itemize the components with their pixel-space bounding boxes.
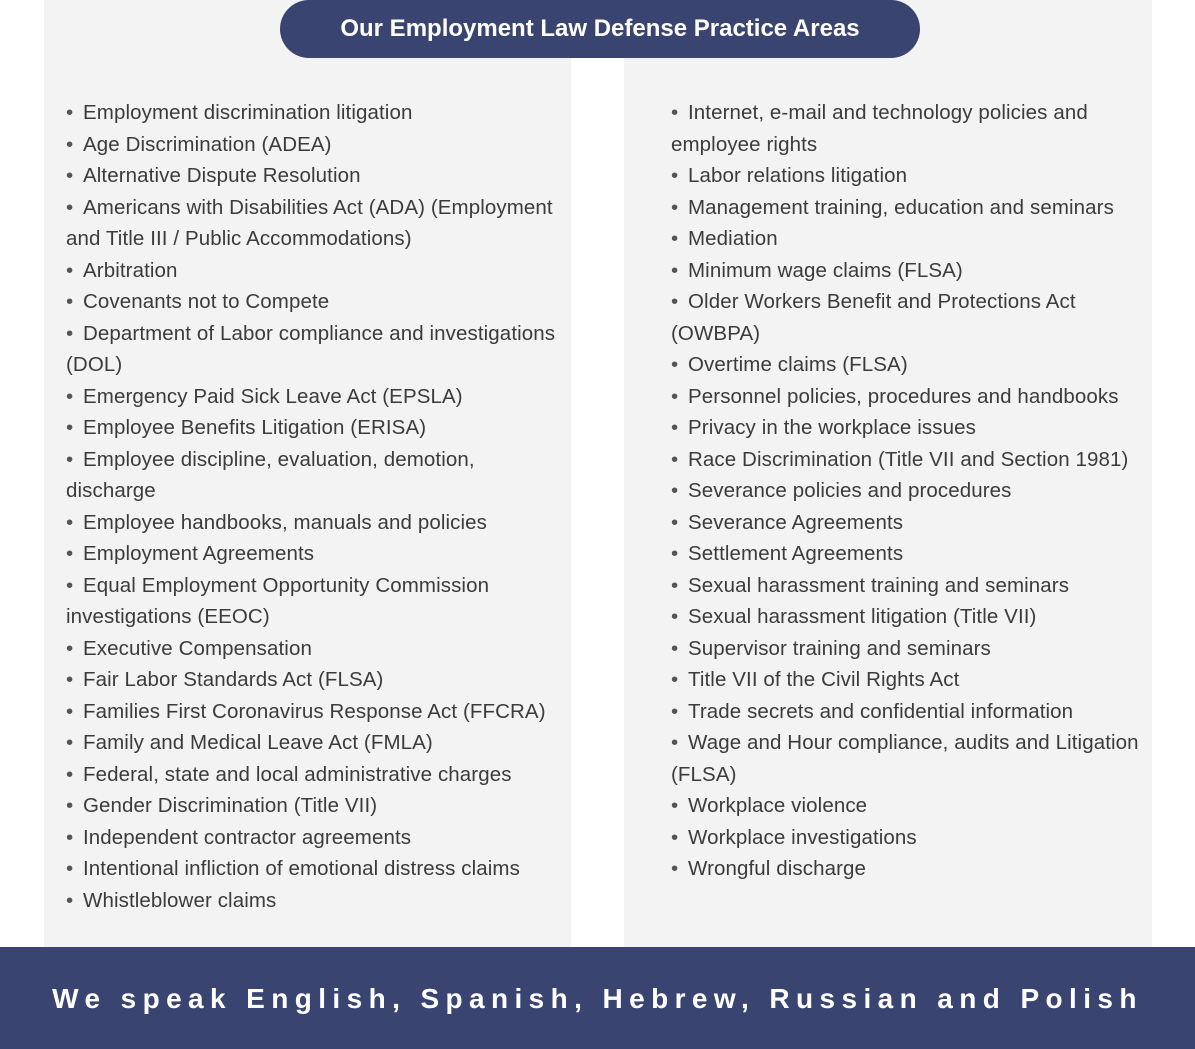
practice-area-item: [671, 570, 1146, 602]
practice-area-label: Employment discrimination litigation: [83, 101, 413, 124]
practice-area-label: Workplace violence: [688, 794, 868, 817]
practice-area-item: [671, 727, 1146, 790]
bullet-icon: •: [66, 762, 74, 786]
practice-area-label: Race Discrimination (Title VII and Section 1981): [688, 447, 1129, 471]
bullet-icon: •: [66, 636, 74, 660]
bullet-icon: •: [671, 290, 679, 313]
practice-area-item: [671, 696, 1146, 728]
practice-area-item: [66, 822, 566, 854]
practice-area-item: [66, 885, 566, 917]
practice-area-item: [671, 255, 1146, 287]
practice-area-item: [671, 223, 1146, 255]
bullet-icon: •: [671, 857, 679, 880]
practice-area-label: Labor relations litigation: [688, 164, 908, 187]
bullet-icon: •: [671, 605, 679, 628]
practice-area-label: Overtime claims (FLSA): [688, 353, 908, 376]
practice-area-label: Title VII of the Civil Rights Act: [688, 668, 960, 691]
practice-area-item: [671, 853, 1146, 885]
bullet-icon: •: [66, 258, 74, 282]
bullet-icon: •: [671, 699, 679, 723]
practice-area-label: Fair Labor Standards Act (FLSA): [83, 668, 384, 691]
practice-area-label: Settlement Agreements: [688, 542, 904, 565]
practice-area-label: Intentional infliction of emotional distress claims: [83, 857, 520, 880]
bullet-icon: •: [66, 164, 74, 187]
bullet-icon: •: [66, 668, 74, 691]
practice-area-label: Workplace investigations: [688, 825, 917, 849]
practice-area-label: Personnel policies, procedures and handbooks: [688, 384, 1119, 408]
bullet-icon: •: [671, 195, 679, 219]
practice-area-label: Trade secrets and confidential information: [688, 699, 1074, 723]
practice-area-item: [671, 790, 1146, 822]
practice-area-item: [66, 129, 566, 161]
practice-area-item: [66, 444, 566, 507]
practice-area-label: Wage and Hour compliance, audits and Litigation (FLSA): [671, 731, 1139, 786]
bullet-icon: •: [671, 447, 679, 471]
bullet-icon: •: [671, 794, 679, 817]
practice-area-label: Privacy in the workplace issues: [688, 416, 976, 439]
practice-area-label: Older Workers Benefit and Protections Act (OWBPA): [671, 290, 1076, 345]
practice-area-label: Supervisor training and seminars: [688, 636, 991, 660]
practice-area-item: [671, 286, 1146, 349]
bullet-icon: •: [671, 258, 679, 282]
practice-area-label: Alternative Dispute Resolution: [83, 164, 361, 187]
practice-area-item: [671, 633, 1146, 665]
practice-area-item: [66, 790, 566, 822]
bullet-icon: •: [66, 825, 74, 849]
practice-area-item: [66, 633, 566, 665]
practice-area-label: Department of Labor compliance and investigations (DOL): [66, 321, 556, 376]
practice-area-item: [66, 286, 566, 318]
practice-area-item: [66, 759, 566, 791]
practice-area-item: [671, 507, 1146, 539]
practice-area-label: Sexual harassment training and seminars: [688, 573, 1070, 597]
bullet-icon: •: [66, 447, 74, 471]
practice-area-item: [671, 601, 1146, 633]
practice-area-item: [66, 255, 566, 287]
practice-area-item: [66, 192, 566, 255]
bullet-icon: •: [671, 636, 679, 660]
practice-area-label: Executive Compensation: [83, 636, 312, 660]
right-practice-list: [671, 97, 1146, 885]
practice-area-label: Internet, e-mail and technology policies and employee rights: [671, 101, 1088, 156]
practice-area-label: Wrongful discharge: [688, 857, 867, 880]
practice-area-label: Severance policies and procedures: [688, 479, 1012, 502]
languages-banner: We speak English, Spanish, Hebrew, Russian and Polish: [0, 947, 1195, 1049]
practice-area-item: [671, 822, 1146, 854]
practice-area-label: Employment Agreements: [83, 542, 315, 565]
bullet-icon: •: [671, 542, 679, 565]
practice-area-label: Equal Employment Opportunity Commission investigations (EEOC): [66, 573, 490, 628]
bullet-icon: •: [66, 321, 74, 345]
left-column-panel: [44, 0, 571, 947]
bullet-icon: •: [671, 416, 679, 439]
practice-area-label: Employee discipline, evaluation, demotion, discharge: [66, 447, 475, 502]
bullet-icon: •: [671, 227, 679, 250]
practice-area-label: Gender Discrimination (Title VII): [83, 794, 378, 817]
bullet-icon: •: [671, 101, 679, 124]
practice-area-item: [66, 570, 566, 633]
bullet-icon: •: [66, 101, 74, 124]
practice-area-item: [66, 507, 566, 539]
practice-area-label: Federal, state and local administrative charges: [83, 762, 512, 786]
practice-area-label: Mediation: [688, 227, 778, 250]
practice-area-item: [671, 381, 1146, 413]
left-practice-list: [66, 97, 566, 916]
practice-area-item: [66, 412, 566, 444]
bullet-icon: •: [671, 384, 679, 408]
practice-area-item: [66, 381, 566, 413]
practice-area-item: [671, 444, 1146, 476]
practice-area-item: [671, 192, 1146, 224]
practice-area-label: Employee handbooks, manuals and policies: [83, 510, 487, 534]
practice-area-item: [66, 538, 566, 570]
practice-area-item: [66, 696, 566, 728]
bullet-icon: •: [66, 510, 74, 534]
bullet-icon: •: [671, 479, 679, 502]
practice-area-label: Family and Medical Leave Act (FMLA): [83, 731, 433, 754]
bullet-icon: •: [66, 731, 74, 754]
practice-area-item: [66, 853, 566, 885]
practice-area-item: [66, 97, 566, 129]
practice-area-label: Whistleblower claims: [83, 888, 277, 912]
bullet-icon: •: [66, 888, 74, 912]
bullet-icon: •: [671, 353, 679, 376]
practice-area-label: Americans with Disabilities Act (ADA) (Employment and Title III / Public Accommodations): [66, 195, 553, 250]
practice-area-item: [671, 97, 1146, 160]
practice-area-item: [66, 664, 566, 696]
practice-area-label: Severance Agreements: [688, 510, 904, 534]
bullet-icon: •: [66, 384, 74, 408]
bullet-icon: •: [671, 510, 679, 534]
bullet-icon: •: [66, 195, 74, 219]
bullet-icon: •: [66, 290, 74, 313]
bullet-icon: •: [66, 573, 74, 597]
bullet-icon: •: [66, 542, 74, 565]
practice-area-item: [66, 727, 566, 759]
practice-area-item: [66, 160, 566, 192]
bullet-icon: •: [66, 857, 74, 880]
bullet-icon: •: [671, 825, 679, 849]
bullet-icon: •: [66, 699, 74, 723]
practice-area-label: Minimum wage claims (FLSA): [688, 258, 963, 282]
practice-area-item: [671, 412, 1146, 444]
practice-area-label: Management training, education and seminars: [688, 195, 1114, 219]
practice-area-item: [671, 538, 1146, 570]
right-column-panel: [624, 0, 1152, 947]
bullet-icon: •: [671, 731, 679, 754]
practice-area-item: [671, 160, 1146, 192]
practice-area-label: Independent contractor agreements: [83, 825, 412, 849]
bullet-icon: •: [671, 573, 679, 597]
practice-area-label: Covenants not to Compete: [83, 290, 330, 313]
practice-area-label: Arbitration: [83, 258, 178, 282]
practice-area-label: Emergency Paid Sick Leave Act (EPSLA): [83, 384, 463, 408]
practice-area-item: [66, 318, 566, 381]
bullet-icon: •: [671, 668, 679, 691]
practice-area-label: Families First Coronavirus Response Act (FFCRA): [83, 699, 546, 723]
practice-area-item: [671, 475, 1146, 507]
practice-area-label: Employee Benefits Litigation (ERISA): [83, 416, 427, 439]
practice-area-item: [671, 349, 1146, 381]
bullet-icon: •: [66, 132, 74, 156]
bullet-icon: •: [66, 794, 74, 817]
bullet-icon: •: [671, 164, 679, 187]
section-heading: Our Employment Law Defense Practice Areas: [280, 0, 920, 58]
practice-area-label: Sexual harassment litigation (Title VII): [688, 605, 1037, 628]
bullet-icon: •: [66, 416, 74, 439]
practice-area-item: [671, 664, 1146, 696]
practice-area-label: Age Discrimination (ADEA): [83, 132, 332, 156]
